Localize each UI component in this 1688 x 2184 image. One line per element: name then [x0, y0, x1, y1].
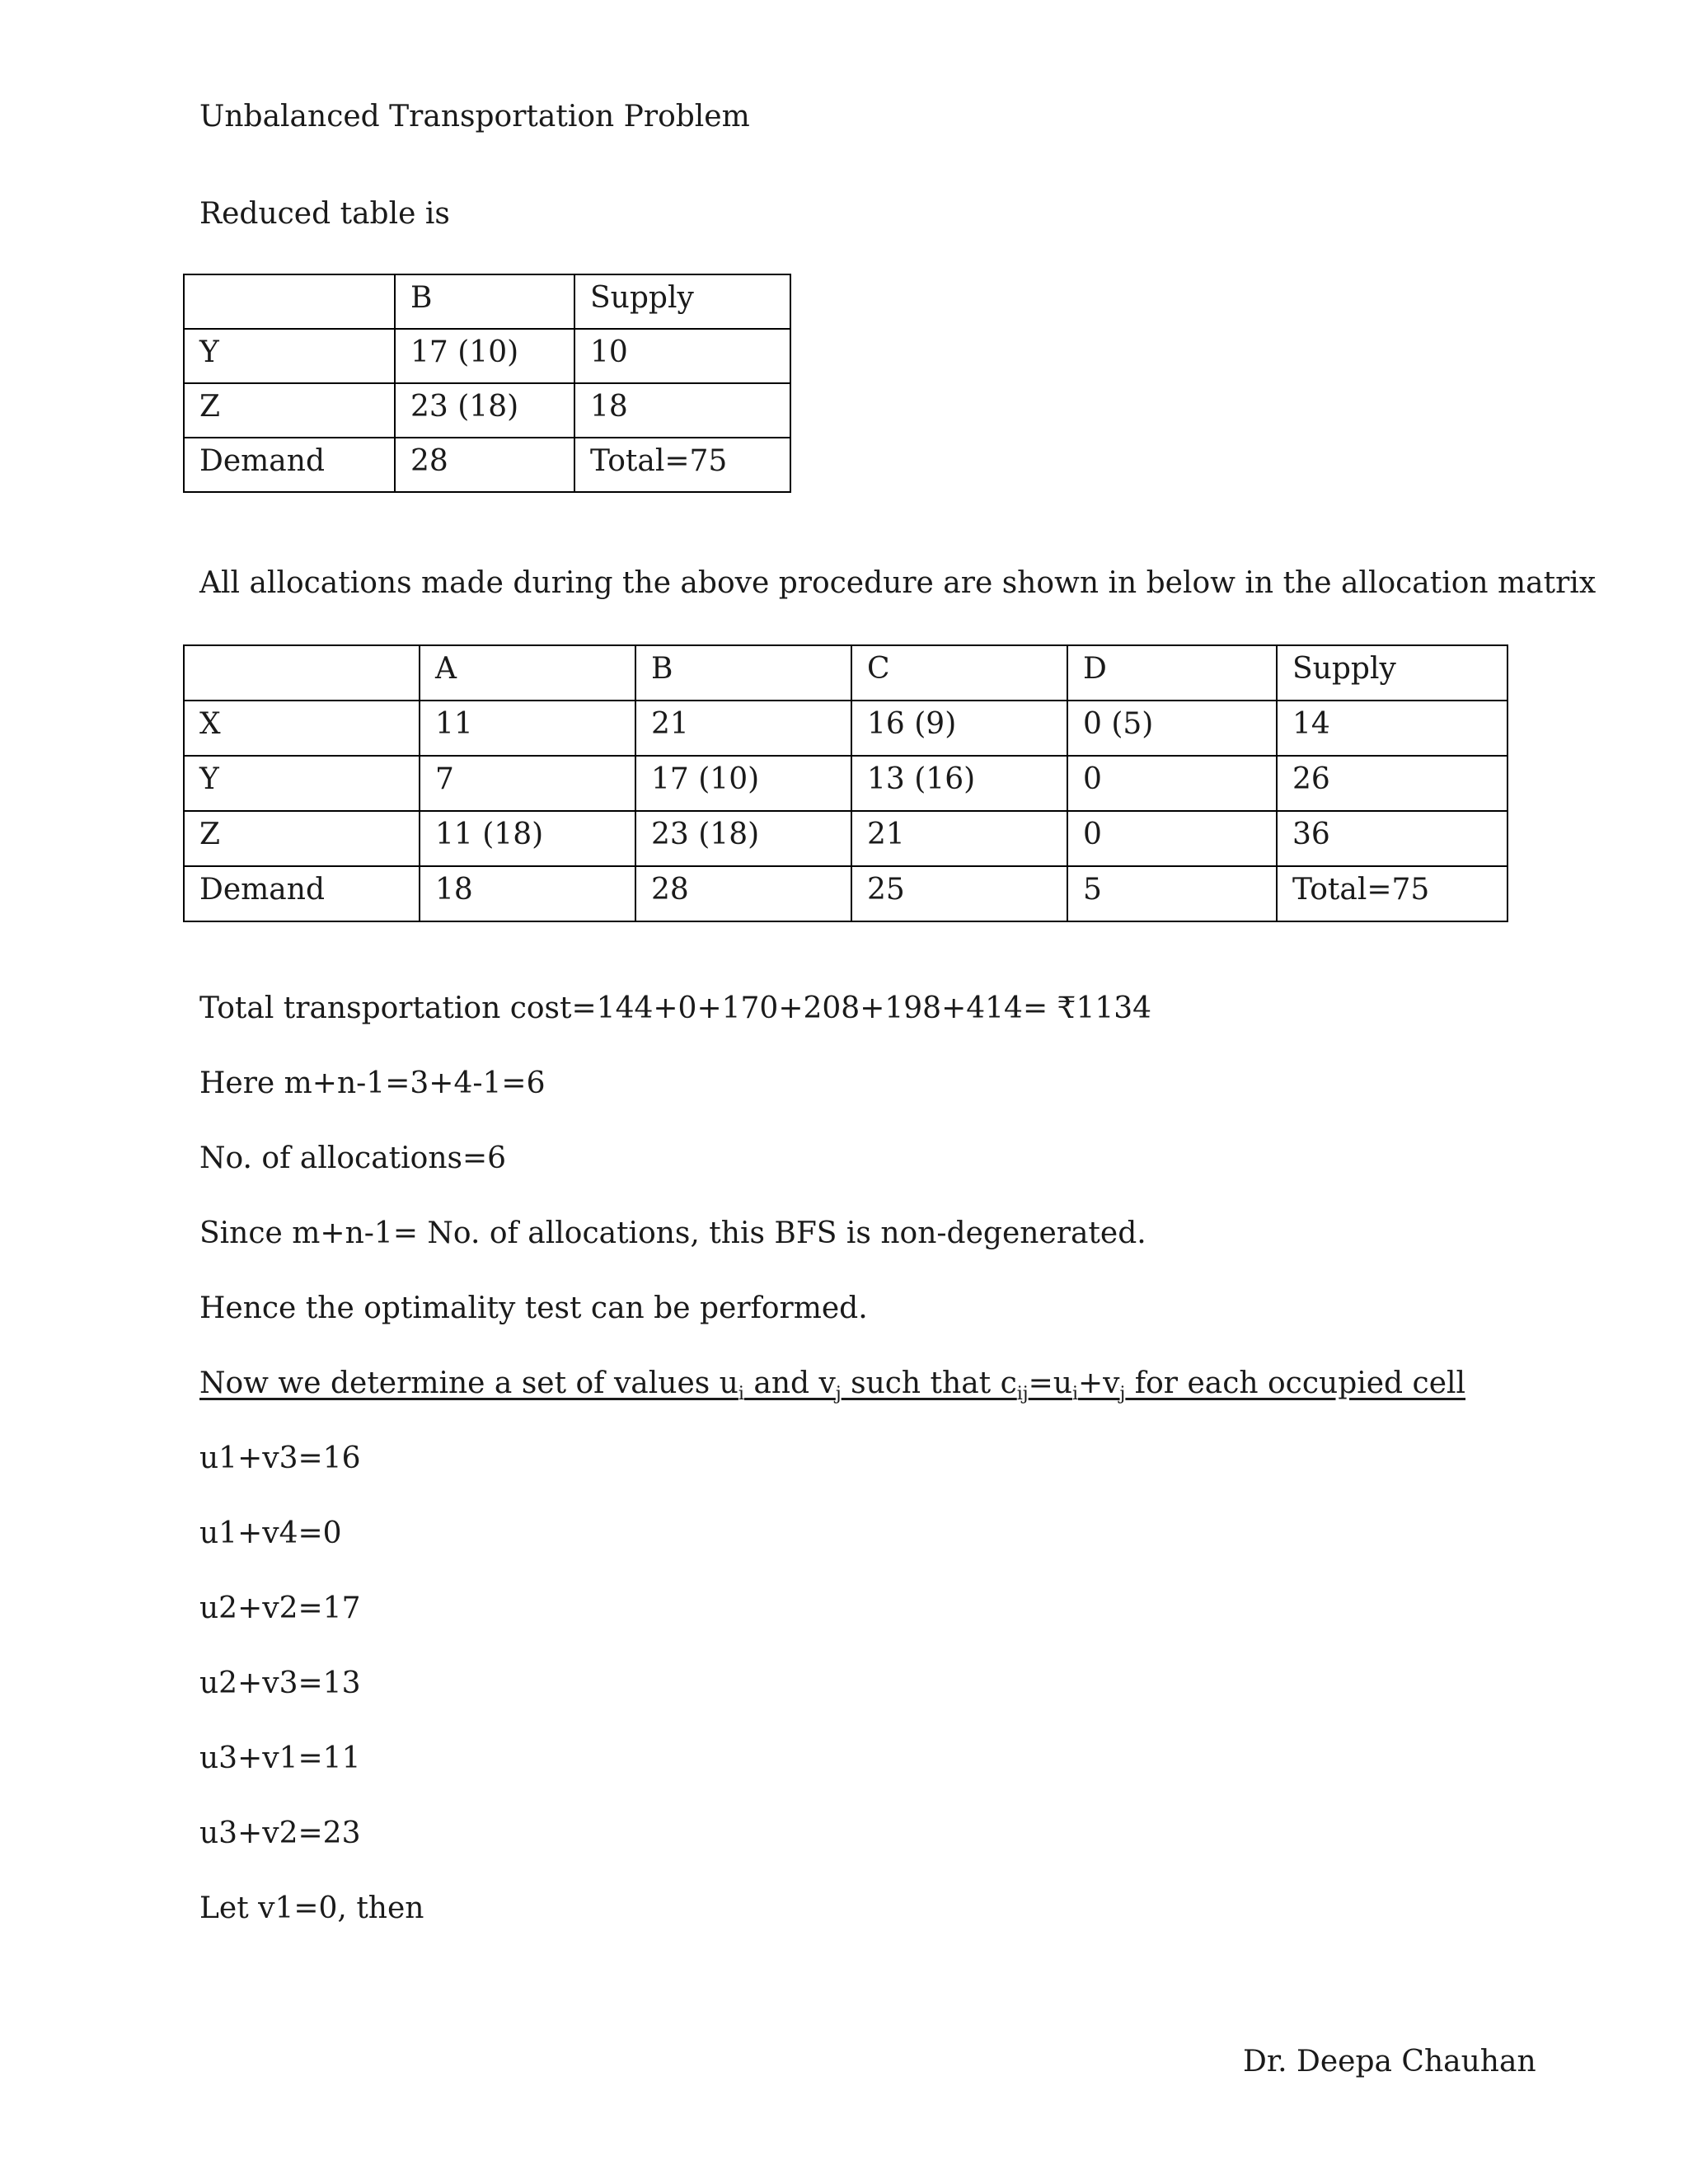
table-cell: 17 (10)	[395, 329, 574, 383]
table-cell: Y	[184, 756, 420, 811]
text-run: for each occupied cell	[1125, 1366, 1466, 1400]
text-run: and v	[743, 1366, 836, 1400]
table-cell: B	[395, 274, 574, 329]
table-cell: B	[635, 645, 851, 701]
table-cell: 23 (18)	[635, 811, 851, 866]
subscript: i	[1071, 1384, 1079, 1405]
table-cell: 21	[851, 811, 1067, 866]
table-row	[184, 438, 790, 492]
equation: u3+v1=11	[199, 1741, 361, 1775]
table-cell: 23 (18)	[395, 383, 574, 438]
equation: u1+v4=0	[199, 1516, 342, 1550]
table-cell: 36	[1277, 811, 1507, 866]
table-cell: Demand	[184, 866, 420, 921]
table-header-row	[184, 274, 790, 329]
table-cell: 16 (9)	[851, 701, 1067, 756]
table-cell: Supply	[1277, 645, 1507, 701]
table-cell: Total=75	[574, 438, 790, 492]
table-cell: 21	[635, 701, 851, 756]
table-cell: 7	[420, 756, 635, 811]
table-cell: Demand	[184, 438, 395, 492]
equation: u2+v3=13	[199, 1666, 361, 1700]
table-row	[184, 756, 1507, 811]
equation: u3+v2=23	[199, 1816, 361, 1850]
reduced-table-intro: Reduced table is	[199, 197, 450, 231]
subscript: j	[1119, 1384, 1126, 1405]
table-cell: Z	[184, 811, 420, 866]
table-cell: Y	[184, 329, 395, 383]
table-cell: D	[1067, 645, 1277, 701]
table-row	[184, 866, 1507, 921]
page-title: Unbalanced Transportation Problem	[199, 100, 750, 134]
table-row	[184, 329, 790, 383]
table-cell: C	[851, 645, 1067, 701]
total-cost-statement: Total transportation cost=144+0+170+208+198+414= ₹1134	[199, 991, 1152, 1025]
text-run: such that c	[841, 1366, 1017, 1400]
table-header-row	[184, 645, 1507, 701]
table-cell: 26	[1277, 756, 1507, 811]
let-statement: Let v1=0, then	[199, 1891, 424, 1925]
table-cell: 11 (18)	[420, 811, 635, 866]
subscript: i	[738, 1384, 744, 1405]
table-cell: 18	[420, 866, 635, 921]
table-cell: Z	[184, 383, 395, 438]
allocations-count-statement: No. of allocations=6	[199, 1141, 507, 1175]
table-cell: 11	[420, 701, 635, 756]
table-row	[184, 701, 1507, 756]
determine-statement	[199, 1366, 1466, 1405]
text-run: =u	[1028, 1366, 1072, 1400]
table-cell: Supply	[574, 274, 790, 329]
equation: u1+v3=16	[199, 1441, 361, 1475]
subscript: j	[835, 1384, 842, 1405]
mn1-statement: Here m+n-1=3+4-1=6	[199, 1066, 546, 1100]
table-cell: A	[420, 645, 635, 701]
table-cell: 17 (10)	[635, 756, 851, 811]
table-cell: 28	[395, 438, 574, 492]
table-cell: 0	[1067, 756, 1277, 811]
table-row	[184, 383, 790, 438]
table-cell: 5	[1067, 866, 1277, 921]
table-cell: 0 (5)	[1067, 701, 1277, 756]
text-run: +v	[1078, 1366, 1120, 1400]
non-degenerate-statement: Since m+n-1= No. of allocations, this BFS is non-degenerated.	[199, 1216, 1146, 1250]
reduced-table	[183, 274, 791, 493]
table-cell: 0	[1067, 811, 1277, 866]
allocation-table	[183, 644, 1508, 922]
optimality-statement: Hence the optimality test can be performed.	[199, 1291, 868, 1325]
table-cell: 25	[851, 866, 1067, 921]
table-cell: Total=75	[1277, 866, 1507, 921]
table-cell: 28	[635, 866, 851, 921]
table-cell: 18	[574, 383, 790, 438]
table-cell: 14	[1277, 701, 1507, 756]
author-signature: Dr. Deepa Chauhan	[1243, 2045, 1536, 2079]
table-cell	[184, 645, 420, 701]
table-row	[184, 811, 1507, 866]
equation: u2+v2=17	[199, 1591, 361, 1625]
text-run: Now we determine a set of values u	[199, 1366, 738, 1400]
table-cell	[184, 274, 395, 329]
subscript: ij	[1016, 1384, 1029, 1405]
table-cell: X	[184, 701, 420, 756]
table-cell: 13 (16)	[851, 756, 1067, 811]
table-cell: 10	[574, 329, 790, 383]
allocation-intro: All allocations made during the above procedure are shown in below in the allocation matrix	[199, 566, 1597, 600]
